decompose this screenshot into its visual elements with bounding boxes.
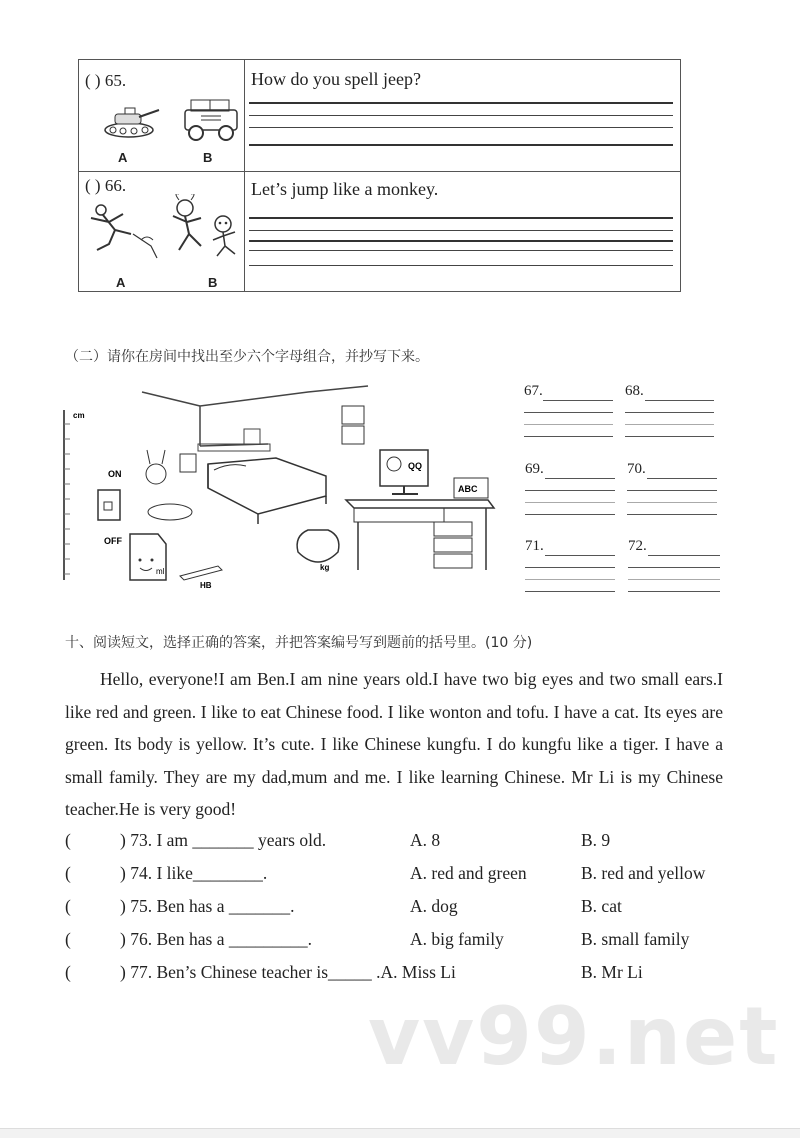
question-74-option-b: B. red and yellow <box>581 863 706 883</box>
on-label: ON <box>108 469 122 479</box>
question-66-text: Let’s jump like a monkey. <box>251 179 439 199</box>
room-illustration <box>58 384 508 594</box>
question-66-number: ( ) 66. <box>85 176 127 195</box>
writing-line <box>249 230 673 231</box>
reading-passage <box>65 663 723 826</box>
passage-text: Hello, everyone!I am Ben.I am nine years old.I have two big eyes and two small ears.I like red and green. I like to eat Chinese food. I like wonton and tofu. I have a cat. Its eyes are green. Its body is yellow. It’s cute. I like Chinese kungfu. I do kungfu like a tiger. I have a small family. They are my dad,mum and me. I like learning Chinese. Mr Li is my Chinese teacher.He is very good! <box>65 669 723 820</box>
jeep-illustration <box>179 96 243 144</box>
answer-67-number: 67. <box>524 383 543 399</box>
question-75-option-b: B. cat <box>581 896 622 916</box>
answer-71-number: 71. <box>525 538 544 554</box>
question-77-option-b: B. Mr Li <box>581 962 643 982</box>
off-label: OFF <box>104 536 122 546</box>
option-a-label: A <box>118 150 128 165</box>
writing-line <box>249 265 673 266</box>
question-73-option-a: A. 8 <box>410 830 441 850</box>
writing-line <box>249 102 673 104</box>
section-2-title: （二）请你在房间中找出至少六个字母组合，并抄写下来。 <box>65 349 429 365</box>
section-10-title: 十、阅读短文，选择正确的答案，并把答案编号写到题前的括号里。(10 分) <box>65 635 533 651</box>
question-75-stem: ) 75. Ben has a _______. <box>120 896 295 916</box>
watermark: vv99.net <box>368 990 780 1083</box>
question-76-row: ( ) 76. Ben has a _________. A. big family B. small family <box>65 929 690 949</box>
question-77-row: ( ) 77. Ben’s Chinese teacher is_____ .A. Miss Li B. Mr Li <box>65 962 643 982</box>
question-73-row: ( ) 73. I am _______ years old. A. 8 B. 9 <box>65 830 611 850</box>
question-74-option-a: A. red and green <box>410 863 527 883</box>
question-76-option-b: B. small family <box>581 929 690 949</box>
question-77-stem: ) 77. Ben’s Chinese teacher is_____ .A. Miss Li <box>120 962 456 982</box>
writing-line <box>249 127 673 128</box>
option-b-label: B <box>203 150 213 165</box>
writing-line <box>249 115 673 116</box>
question-65-text: How do you spell jeep? <box>251 69 421 89</box>
option-a-label: A <box>116 275 126 290</box>
writing-line <box>249 240 673 242</box>
option-b-label: B <box>208 275 218 290</box>
answer-72-number: 72. <box>628 538 647 554</box>
writing-line <box>249 217 673 219</box>
answer-70-number: 70. <box>627 461 646 477</box>
question-76-stem: ) 76. Ben has a _________. <box>120 929 312 949</box>
question-65-number: ( ) 65. <box>85 71 127 90</box>
question-table <box>78 59 681 292</box>
jumping-man-illustration <box>81 200 163 262</box>
question-75-row: ( ) 75. Ben has a _______. A. dog B. cat <box>65 896 622 916</box>
question-74-row: ( ) 74. I like________. A. red and green B. red and yellow <box>65 863 706 883</box>
jumping-girl-and-monkey-illustration <box>167 194 243 266</box>
question-73-stem: ) 73. I am _______ years old. <box>120 830 327 850</box>
question-76-option-a: A. big family <box>410 929 504 949</box>
question-73-option-b: B. 9 <box>581 830 611 850</box>
writing-line <box>249 144 673 146</box>
writing-line <box>249 250 673 251</box>
answer-68-number: 68. <box>625 383 644 399</box>
question-75-option-a: A. dog <box>410 896 458 916</box>
ruler-cm-label: cm <box>73 411 85 420</box>
hb-label: HB <box>200 581 212 590</box>
question-74-stem: ) 74. I like________. <box>120 863 268 883</box>
tank-illustration <box>101 100 161 140</box>
kg-label: kg <box>320 563 330 572</box>
ml-label: ml <box>156 567 165 576</box>
qq-label: QQ <box>408 461 423 471</box>
answer-69-number: 69. <box>525 461 544 477</box>
abc-book-label: ABC <box>458 484 478 494</box>
